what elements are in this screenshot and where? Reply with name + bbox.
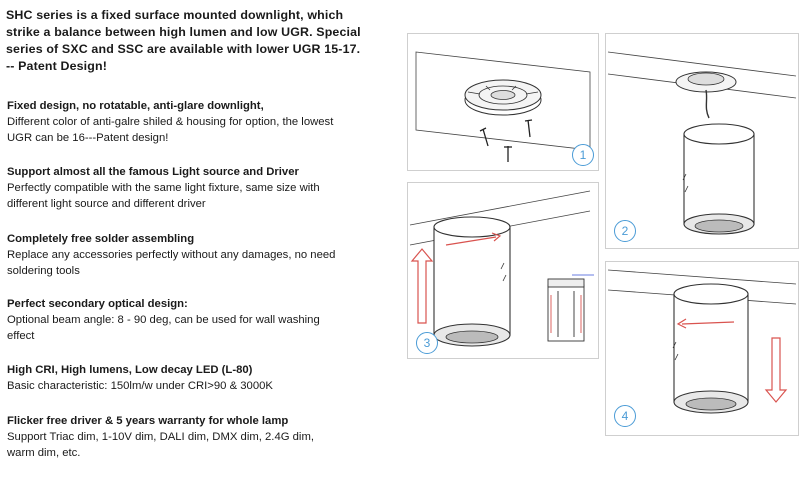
intro-paragraph	[6, 7, 401, 75]
downlight-icon	[434, 217, 510, 346]
screw-icon	[480, 120, 532, 162]
step-badge: 1	[572, 144, 594, 166]
install-step-2-panel	[605, 33, 799, 249]
feature-desc: Different color of anti-galre shiled & housing for option, the lowest	[7, 116, 334, 128]
intro-line: -- Patent Design!	[6, 59, 107, 73]
feature-desc: Basic characteristic: 150lm/w under CRI>90 & 3000K	[7, 380, 273, 392]
step-badge: 4	[614, 405, 636, 427]
downlight-icon	[683, 124, 754, 234]
intro-line: SHC series is a fixed surface mounted downlight, which	[6, 8, 344, 22]
downlight-hanging-illustration	[606, 34, 798, 248]
feature-desc: different light source and different driver	[7, 198, 206, 210]
install-step-4-panel	[605, 261, 799, 436]
install-step-3-panel	[407, 182, 599, 359]
feature-title: Perfect secondary optical design:	[7, 298, 188, 310]
feature-desc: soldering tools	[7, 265, 80, 277]
feature-title: Flicker free driver & 5 years warranty for whole lamp	[7, 415, 289, 427]
feature-desc: Optional beam angle: 8 - 90 deg, can be used for wall washing	[7, 314, 320, 326]
feature-desc: UGR can be 16---Patent design!	[7, 132, 169, 144]
feature-title: Support almost all the famous Light source and Driver	[7, 166, 299, 178]
install-step-1-panel	[407, 33, 599, 171]
mounting-plate-icon	[676, 72, 736, 92]
feature-desc: Support Triac dim, 1-10V dim, DALI dim, DMX dim, 2.4G dim,	[7, 431, 314, 443]
feature-solder-free	[7, 231, 402, 279]
feature-desc: warm dim, etc.	[7, 447, 81, 459]
driver-module-icon	[548, 275, 594, 341]
feature-title: Fixed design, no rotatable, anti-glare downlight,	[7, 100, 264, 112]
feature-desc: Replace any accessories perfectly without any damages, no need	[7, 249, 336, 261]
feature-cri	[7, 362, 402, 394]
feature-fixed-design	[7, 98, 402, 146]
feature-title: High CRI, High lumens, Low decay LED (L-80)	[7, 364, 253, 376]
downlight-icon	[673, 284, 748, 413]
mounting-plate-illustration	[408, 34, 598, 170]
feature-optical	[7, 296, 402, 344]
feature-light-source	[7, 164, 402, 212]
downlight-pushup-illustration	[408, 183, 598, 358]
downlight-final-illustration	[606, 262, 798, 435]
step-badge: 3	[416, 332, 438, 354]
intro-line: series of SXC and SSC are available with lower UGR 15-17.	[6, 42, 361, 56]
feature-desc: effect	[7, 330, 35, 342]
mounting-plate-icon	[465, 80, 541, 115]
step-badge: 2	[614, 220, 636, 242]
feature-driver	[7, 413, 402, 461]
intro-line: strike a balance between high lumen and low UGR. Special	[6, 25, 361, 39]
feature-title: Completely free solder assembling	[7, 233, 195, 245]
feature-desc: Perfectly compatible with the same light fixture, same size with	[7, 182, 320, 194]
